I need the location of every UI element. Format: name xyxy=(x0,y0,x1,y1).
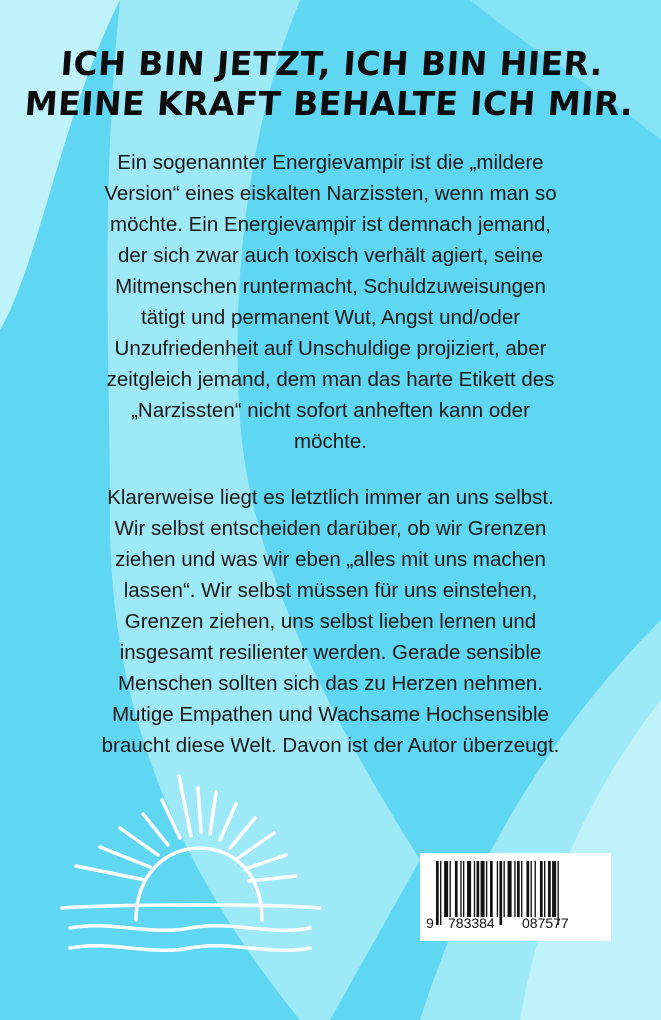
barcode-bar xyxy=(444,861,448,917)
barcode-bar xyxy=(440,861,441,925)
p1-line: tätigt und permanent Wut, Angst und/oder xyxy=(140,306,521,329)
p2-line: Grenzen ziehen, uns selbst lieben lernen und xyxy=(124,610,537,633)
barcode-bar xyxy=(552,861,556,917)
p1-line: der sich zwar auch toxisch verhält agiert, seine xyxy=(117,244,543,267)
barcode-bar xyxy=(474,861,475,917)
p1-line: Mitmenschen runtermacht, Schuldzuweisungen xyxy=(115,275,546,298)
barcode-group-1: 783384 xyxy=(448,915,495,931)
barcode-bar xyxy=(450,861,451,917)
barcode-bar xyxy=(490,861,493,917)
barcode-bar xyxy=(497,861,498,917)
isbn-barcode xyxy=(420,853,611,941)
p1-line: möchte. Ein Energievampir ist demnach jemand, xyxy=(110,213,551,236)
p2-line: Mutige Empathen und Wachsame Hochsensible xyxy=(112,703,549,726)
p1-line: Version“ eines eiskalten Narzissten, wenn man so xyxy=(104,182,557,205)
barcode-bar xyxy=(436,861,439,925)
barcode-bar xyxy=(463,861,464,917)
p1-line: Unzufriedenheit auf Unschuldige projiziert, aber xyxy=(114,337,547,360)
p1-line: möchte. xyxy=(294,430,367,453)
barcode-bar xyxy=(486,861,487,917)
barcode-bar xyxy=(526,861,529,917)
barcode-bar xyxy=(460,861,461,917)
title-line-1: ICH BIN JETZT, ICH BIN HIER. xyxy=(59,44,605,83)
barcode-first-digit: 9 xyxy=(426,915,434,931)
p2-line: braucht diese Welt. Davon ist der Autor überzeugt. xyxy=(101,734,560,757)
barcode-bar xyxy=(477,861,480,917)
barcode-bar xyxy=(544,861,545,917)
p2-line: ziehen und was wir eben „alles mit uns machen xyxy=(115,548,546,571)
barcode-bar xyxy=(455,861,458,917)
p2-line: insgesamt resilienter werden. Gerade sensible xyxy=(119,641,542,664)
barcode-bar xyxy=(508,861,512,917)
p2-line: Wir selbst entscheiden darüber, ob wir Grenzen xyxy=(114,517,547,540)
title-line-2: MEINE KRAFT BEHALTE ICH MIR. xyxy=(23,84,635,123)
paragraph-2 xyxy=(40,482,621,761)
p2-line: Menschen sollten sich das zu Herzen nehmen. xyxy=(117,672,544,695)
p1-line: „Narzissten“ nicht sofort anheften kann oder xyxy=(131,399,530,422)
p2-line: lassen“. Wir selbst müssen für uns einstehen, xyxy=(123,579,538,602)
barcode-bar xyxy=(531,861,532,917)
barcode-bar xyxy=(467,861,471,917)
sun-over-waves-icon xyxy=(40,770,340,970)
p1-line: Ein sogenannter Energievampir ist die „mildere xyxy=(117,151,544,174)
barcode-group-2: 087577 xyxy=(522,915,569,931)
barcode-bar xyxy=(499,861,502,925)
p2-line: Klarerweise liegt es letztlich immer an uns selbst. xyxy=(107,486,554,509)
barcode-bar xyxy=(540,861,543,917)
barcode-bar xyxy=(481,861,485,917)
barcode-bar xyxy=(548,861,551,917)
cover-title xyxy=(0,44,661,124)
p1-line: zeitgleich jemand, dem man das harte Etikett des xyxy=(106,368,555,391)
barcode-bar xyxy=(514,861,515,917)
paragraph-1 xyxy=(40,147,621,457)
barcode-bar xyxy=(535,861,536,917)
barcode-bar xyxy=(504,861,505,917)
barcode-bar xyxy=(521,861,522,917)
barcode-bar xyxy=(517,861,520,917)
